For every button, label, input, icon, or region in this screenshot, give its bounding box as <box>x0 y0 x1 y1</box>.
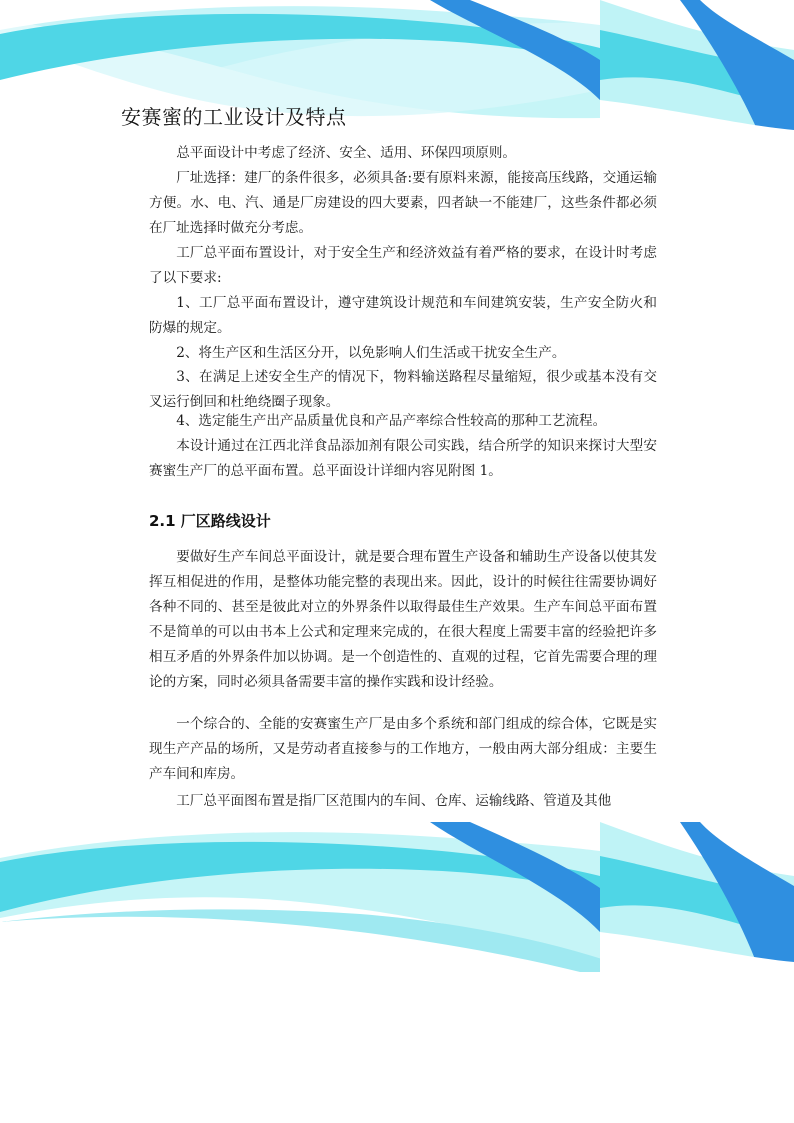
intro-paragraph: 本设计通过在江西北洋食品添加剂有限公司实践，结合所学的知识来探讨大型安赛蜜生产厂的总平面布置。总平面设计详细内容见附图 1。 <box>149 438 657 479</box>
requirement-item: 3、在满足上述安全生产的情况下，物料输送路程尽量缩短，很少或基本没有交叉运行倒回和杜绝绕圈子现象。 <box>149 369 657 410</box>
document-title: 安赛蜜的工业设计及特点 <box>121 105 347 129</box>
section-paragraph: 要做好生产车间总平面设计，就是要合理布置生产设备和辅助生产设备以使其发挥互相促进的作用，是整体功能完整的表现出来。因此，设计的时候往往需要协调好各种不同的、甚至是彼此对立的外界条件以取得最佳生产效果。生产车间总平面布置不是简单的可以由书本上公式和定理来完成的，在很大程度上需要丰富的经验把许多相互矛盾的外界条件加以协调。是一个创造性的、直观的过程，它首先需要合理的理论的方案，同时必须具备需要丰富的操作实践和设计经验。 <box>149 549 657 690</box>
intro-paragraph: 厂址选择：建厂的条件很多，必须具备:要有原料来源，能接高压线路，交通运输方便。水、电、汽、通是厂房建设的四大要素，四者缺一不能建厂，这些条件都必须在厂址选择时做充分考虑。 <box>149 170 657 236</box>
section-heading: 2.1 厂区路线设计 <box>149 512 271 530</box>
requirement-item: 1、工厂总平面布置设计，遵守建筑设计规范和车间建筑安装，生产安全防火和防爆的规定。 <box>149 295 657 336</box>
section-paragraph: 工厂总平面图布置是指厂区范围内的车间、仓库、运输线路、管道及其他 <box>176 793 612 809</box>
requirement-item: 2、将生产区和生活区分开，以免影响人们生活或干扰安全生产。 <box>176 345 566 361</box>
intro-paragraph: 工厂总平面布置设计，对于安全生产和经济效益有着严格的要求，在设计时考虑了以下要求: <box>149 245 657 286</box>
section-paragraph: 一个综合的、全能的安赛蜜生产厂是由多个系统和部门组成的综合体，它既是实现生产产品的场所，又是劳动者直接参与的工作地方，一般由两大部分组成：主要生产车间和库房。 <box>149 716 657 782</box>
requirement-item: 4、选定能生产出产品质量优良和产品产率综合性较高的那种工艺流程。 <box>176 413 607 429</box>
intro-paragraph: 总平面设计中考虑了经济、安全、适用、环保四项原则。 <box>176 145 517 161</box>
